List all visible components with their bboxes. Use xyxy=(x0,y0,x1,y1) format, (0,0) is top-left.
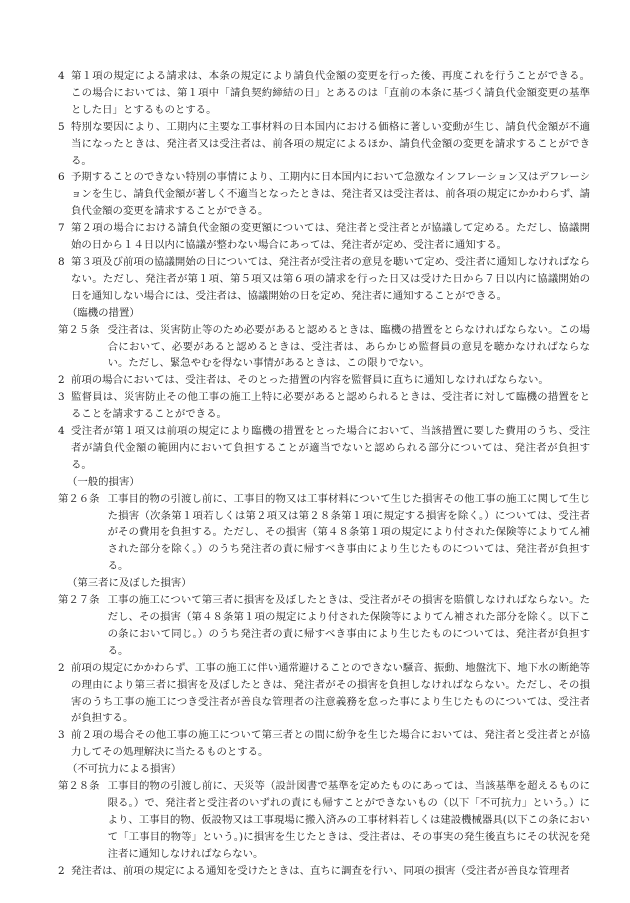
section-heading: （臨機の措置） xyxy=(67,306,140,319)
section-heading: （一般的損害） xyxy=(67,475,140,488)
clause-number: 2 xyxy=(58,864,65,877)
clause-paragraph xyxy=(58,660,590,728)
article-paragraph xyxy=(58,778,590,863)
clause-paragraph xyxy=(58,119,590,170)
article-text: 受注者は、災害防止等のため必要があると認めるときは、臨機の措置をとらなければならない。この場合において、必要があると認めるときは、受注者は、あらかじめ監督員の意見を聴かなければならない。ただし、緊急やむを得ない事情があるときは、この限りでない。 xyxy=(107,323,590,370)
clause-number: 5 xyxy=(58,120,65,133)
clause-number: 3 xyxy=(58,391,65,404)
section-heading: （不可抗力による損害） xyxy=(67,763,182,776)
clause-number: 3 xyxy=(58,729,65,742)
clause-paragraph xyxy=(58,169,590,220)
clause-text: 特別な要因により、工期内に主要な工事材料の日本国内における価格に著しい変動が生じ、請負代金額が不適当になったときは、発注者又は受注者は、前各項の規定によるほか、請負代金額の変更を請求することができる。 xyxy=(71,120,590,167)
clause-paragraph xyxy=(58,863,590,880)
article-number: 第２７条 xyxy=(58,594,100,607)
article-number: 第２６条 xyxy=(58,492,100,505)
clause-paragraph xyxy=(58,372,590,389)
clause-paragraph xyxy=(58,389,590,423)
section-heading: （第三者に及ぼした損害） xyxy=(67,577,192,590)
article-paragraph xyxy=(58,592,590,660)
article-paragraph xyxy=(58,322,590,373)
clause-text: 前項の規定にかかわらず、工事の施工に伴い通常避けることのできない騒音、振動、地盤沈下、地下水の断絶等の理由により第三者に損害を及ぼしたときは、発注者がその損害を負担しなければならない。ただし、その損害のうち工事の施工につき受注者が善良な管理者の注意義務を怠った事により生じたものについては、受注者が負担する。 xyxy=(71,661,590,725)
clause-text: 前２項の場合その他工事の施工について第三者との間に紛争を生じた場合においては、発注者と受注者とが協力してその処理解決に当たるものとする。 xyxy=(71,729,590,759)
clause-paragraph xyxy=(58,727,590,761)
clause-text: 第３項及び前項の協議開始の日については、発注者が受注者の意見を聴いて定め、受注者に通知しなければならない。ただし、発注者が第１項、第５項又は第６項の請求を行った日又は受けた日から７日以内に協議開始の日を通知しない場合には、受注者は、協議開始の日を定め、発注者に通知することができる。 xyxy=(71,255,590,302)
clause-number: 2 xyxy=(58,661,65,674)
article-text: 工事目的物の引渡し前に、工事目的物又は工事材料について生じた損害その他工事の施工に関して生じた損害（次条第１項若しくは第２項又は第２８条第１項に規定する損害を除く。）については、受注者がその費用を負担する。ただし、その損害（第４８条第１項の規定により付された保険等によりてん補された部分を除く。）のうち発注者の責に帰すべき事由により生じたものについては、発注者が負担する。 xyxy=(107,492,590,573)
clause-text: 第１項の規定による請求は、本条の規定により請負代金額の変更を行った後、再度これを行うことができる。この場合においては、第１項中「請負契約締結の日」とあるのは「直前の本条に基づく請負代金額変更の基準とした日」とするものとする。 xyxy=(71,70,590,116)
clause-text: 監督員は、災害防止その他工事の施工上特に必要があると認められるときは、受注者に対して臨機の措置をとることを請求することができる。 xyxy=(71,391,590,421)
clause-paragraph xyxy=(58,68,590,119)
clause-text: 発注者は、前項の規定による通知を受けたときは、直ちに調査を行い、同項の損害（受注者が善良な管理者 xyxy=(71,864,570,877)
clause-number: 8 xyxy=(58,255,65,268)
article-text: 工事目的物の引渡し前に、天災等（設計図書で基準を定めたものにあっては、当該基準を超えるものに限る。）で、発注者と受注者のいずれの責にも帰すことができないもの（以下「不可抗力」という。）により、工事目的物、仮設物又は工事現場に搬入済みの工事材料若しくは建設機械器具(以下この条において「工事目的物等」という。)に損害を生じたときは、受注者は、その事実の発生後直ちにその状況を発注者に通知しなければならない。 xyxy=(107,780,590,860)
article-text: 工事の施工について第三者に損害を及ぼしたときは、受注者がその損害を賠償しなければならない。ただし、その損害（第４８条第１項の規定により付された保険等によりてん補された部分を除く。以下この条において同じ。）のうち発注者の責に帰すべき事由により生じたものについては、発注者が負担する。 xyxy=(107,594,590,657)
clause-paragraph xyxy=(58,423,590,474)
article-number: 第２８条 xyxy=(58,780,100,793)
clause-paragraph xyxy=(58,254,590,305)
clause-number: 4 xyxy=(58,425,65,438)
clause-number: 7 xyxy=(58,222,65,235)
clause-text: 前項の場合においては、受注者は、そのとった措置の内容を監督員に直ちに通知しなければならない。 xyxy=(71,374,549,387)
clause-text: 予期することのできない特別の事情により、工期内に日本国内において急激なインフレーション又はデフレーションを生じ、請負代金額が著しく不適当となったときは、発注者又は受注者は、前各項の規定にかかわらず、請負代金額の変更を請求することができる。 xyxy=(71,171,590,218)
article-paragraph xyxy=(58,491,590,576)
clause-text: 第２項の場合における請負代金額の変更額については、発注者と受注者とが協議して定める。ただし、協議開始の日から１４日以内に協議が整わない場合にあっては、発注者が定め、受注者に通知する。 xyxy=(71,222,590,252)
article-number: 第２５条 xyxy=(58,323,100,336)
clause-paragraph xyxy=(58,220,590,254)
clause-number: 4 xyxy=(58,70,65,82)
clause-text: 受注者が第１項又は前項の規定により臨機の措置をとった場合において、当該措置に要した費用のうち、受注者が請負代金額の範囲内において負担することが適当でないと認められる部分については、発注者が負担する。 xyxy=(71,425,590,471)
clause-number: 2 xyxy=(58,374,65,387)
clause-number: 6 xyxy=(58,171,65,184)
